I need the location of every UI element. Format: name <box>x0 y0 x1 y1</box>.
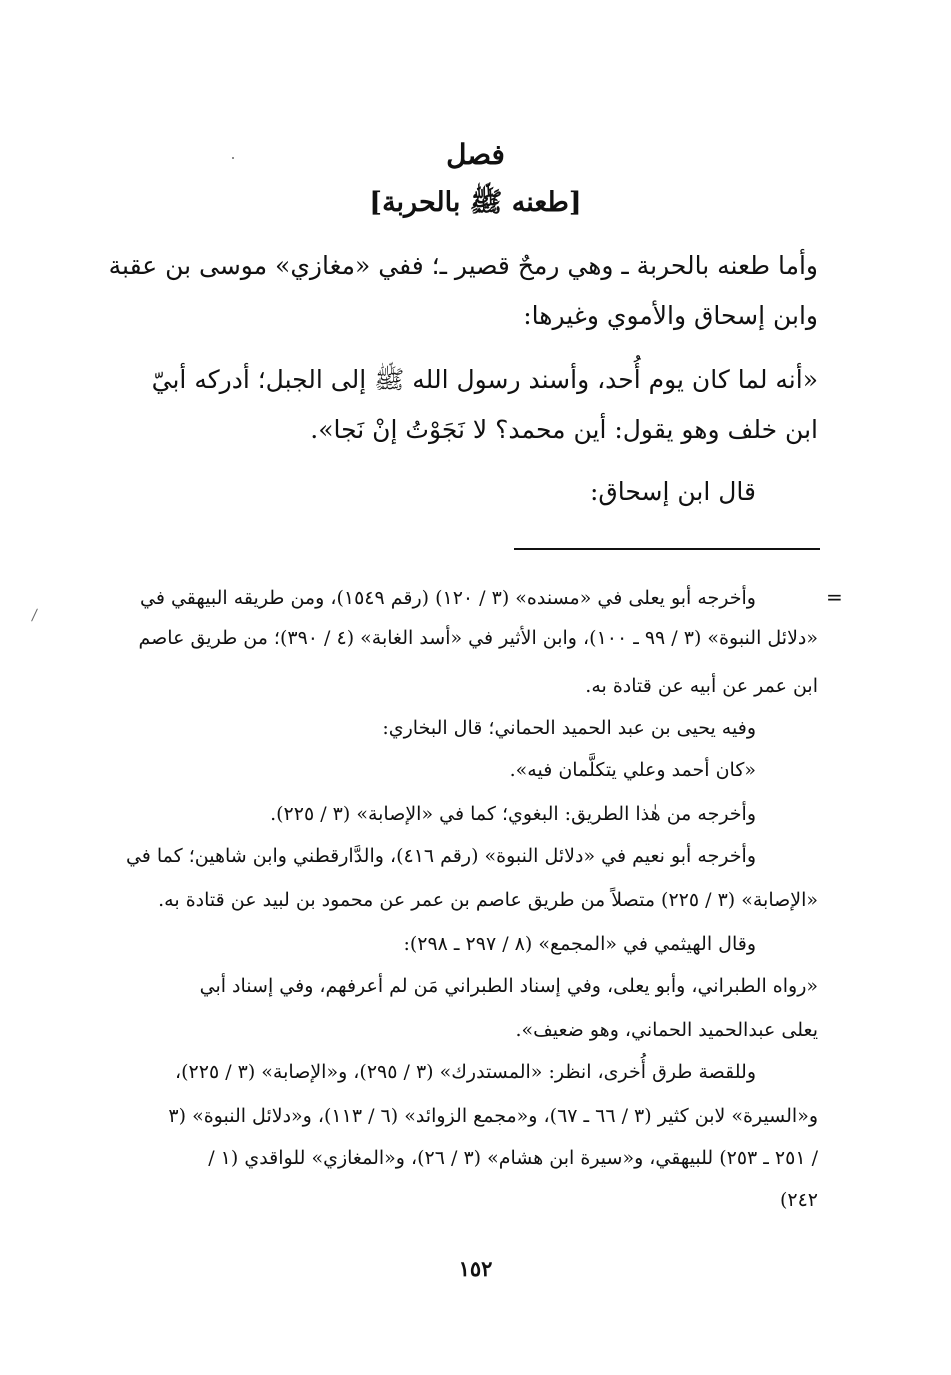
footnote-line: «الإصابة» (٣ / ٢٢٥) متصلاً من طريق عاصم بن عمر عن محمود بن لبيد عن قتادة به. <box>158 889 818 911</box>
footnote-divider <box>514 548 820 550</box>
footnote-line: يعلى عبدالحميد الحماني، وهو ضعيف». <box>515 1019 818 1041</box>
footnote-line: / ٢٥١ ـ ٢٥٣) للبيهقي، و«سيرة ابن هشام» (٣ / ٢٦)، و«المغازي» للواقدي (١ / <box>208 1147 818 1169</box>
body-line: ابن خلف وهو يقول: أين محمد؟ لا نَجَوْتُ إنْ نَجا». <box>310 415 818 444</box>
footnote-line: «دلائل النبوة» (٣ / ٩٩ ـ ١٠٠)، وابن الأثير في «أسد الغابة» (٤ / ٣٩٠)؛ من طريق عاصم <box>138 627 818 649</box>
footnote-line: «رواه الطبراني، وأبو يعلى، وفي إسناد الطبراني مَن لم أعرفهم، وفي إسناد أبي <box>199 975 818 997</box>
scan-speck <box>31 608 38 621</box>
footnote-continuation-marker: = <box>826 585 843 609</box>
footnote-line: و«السيرة» لابن كثير (٣ / ٦٦ ـ ٦٧)، و«مجمع الزوائد» (٦ / ١١٣)، و«دلائل النبوة» (٣ <box>168 1105 818 1127</box>
footnote-line: وأخرجه أبو يعلى في «مسنده» (٣ / ١٢٠) (رقم ١٥٤٩)، ومن طريقه البيهقي في <box>140 587 756 609</box>
footnote-line: «كان أحمد وعلي يتكلَّمان فيه». <box>509 759 756 781</box>
footnote-line: وأخرجه من هٰذا الطريق: البغوي؛ كما في «الإصابة» (٣ / ٢٢٥). <box>270 803 756 825</box>
scan-speck <box>232 157 234 159</box>
footnote-line: وللقصة طرق أُخرى، انظر: «المستدرك» (٣ / ٢٩٥)، و«الإصابة» (٣ / ٢٢٥)، <box>174 1061 756 1083</box>
section-title: فصل <box>446 138 505 171</box>
footnote-line: وفيه يحيى بن عبد الحميد الحماني؛ قال البخاري: <box>382 717 756 739</box>
body-line: وابن إسحاق والأموي وغيرها: <box>523 301 818 330</box>
footnote-line: وقال الهيثمي في «المجمع» (٨ / ٢٩٧ ـ ٢٩٨): <box>403 933 756 955</box>
body-line: «أنه لما كان يوم أُحد، وأسند رسول الله ﷺ إلى الجبل؛ أدركه أبيّ <box>151 365 818 394</box>
page-number: ١٥٢ <box>458 1256 493 1281</box>
body-line: قال ابن إسحاق: <box>589 477 756 506</box>
footnote-line: وأخرجه أبو نعيم في «دلائل النبوة» (رقم ٤١٦)، والدَّارقطني وابن شاهين؛ كما في <box>125 845 756 867</box>
body-line: وأما طعنه بالحربة ـ وهي رمحٌ قصير ـ؛ ففي «مغازي» موسى بن عقبة <box>108 251 818 280</box>
footnote-line: ابن عمر عن أبيه عن قتادة به. <box>585 675 818 697</box>
footnote-line: ٢٤٢) <box>779 1189 818 1211</box>
section-subtitle: [طعنه ﷺ بالحربة] <box>369 187 582 218</box>
